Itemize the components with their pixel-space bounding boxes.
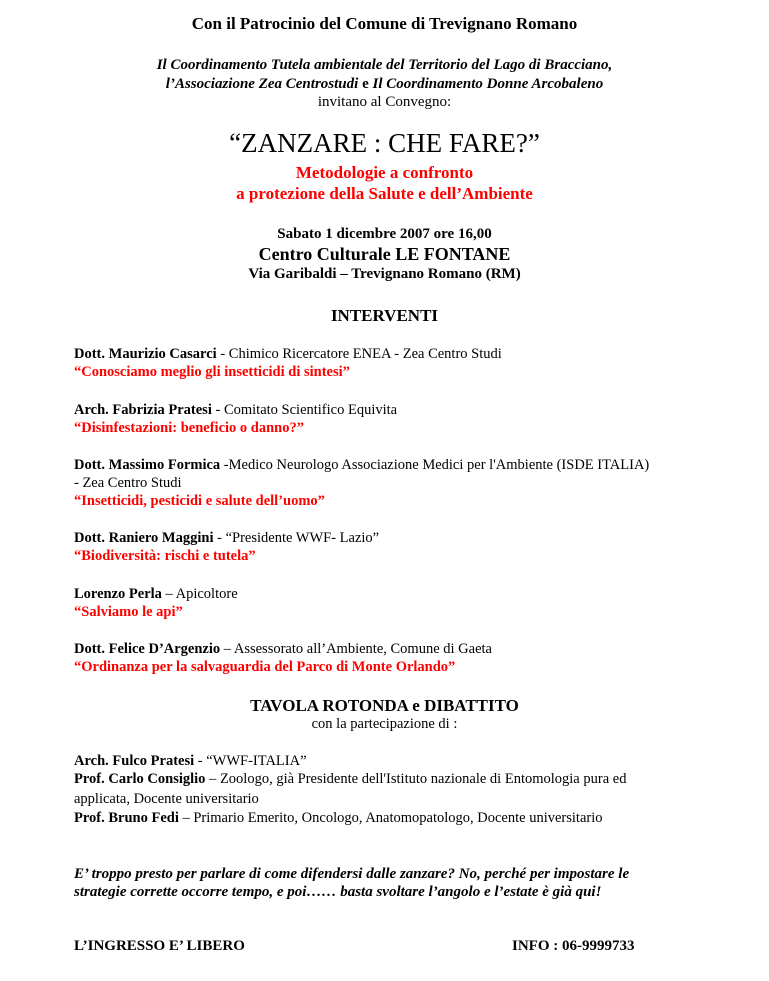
speaker-role: – Assessorato all’Ambiente, Comune di Gaeta xyxy=(220,641,492,657)
speaker-name: Lorenzo Perla xyxy=(74,586,162,602)
closing-line-1: E’ troppo presto per parlare di come difendersi dalle zanzare? No, perché per impostare le xyxy=(74,866,630,882)
interventi-heading: INTERVENTI xyxy=(330,306,439,325)
closing-line-2: strategie corrette occorre tempo, e poi…… basta svoltare l’angolo e l’estate è già qui! xyxy=(74,884,602,900)
speaker-line xyxy=(74,346,502,363)
event-date: Sabato 1 dicembre 2007 ore 16,00 xyxy=(277,226,492,242)
speaker-line xyxy=(74,457,649,474)
tavola-heading: TAVOLA ROTONDA e DIBATTITO xyxy=(250,696,519,715)
speaker-role: -Medico Neurologo Associazione Medici per l'Ambiente (ISDE ITALIA) xyxy=(220,457,650,473)
speaker-line xyxy=(74,402,397,419)
speaker-name: Dott. Maurizio Casarci xyxy=(74,346,217,362)
speaker-role: - Comitato Scientifico Equivita xyxy=(211,402,398,418)
organizers-line-1: Il Coordinamento Tutela ambientale del Territorio del Lago di Bracciano, xyxy=(156,57,613,73)
organizers-line-2 xyxy=(0,76,769,93)
speaker-talk: “Insetticidi, pesticidi e salute dell’uomo” xyxy=(74,493,325,509)
patronage-line: Con il Patrocinio del Comune di Trevignano Romano xyxy=(191,14,578,33)
info-phone: INFO : 06-9999733 xyxy=(512,938,635,954)
participant-name: Prof. Carlo Consiglio xyxy=(74,771,206,787)
speaker-talk: “Conosciamo meglio gli insetticidi di sintesi” xyxy=(74,364,350,380)
participant-role: – Zoologo, già Presidente dell'Istituto nazionale di Entomologia pura ed xyxy=(205,771,627,787)
speaker-role-continued: - Zea Centro Studi xyxy=(74,475,182,491)
participant-line xyxy=(74,771,626,788)
tavola-subheading: con la partecipazione di : xyxy=(311,716,458,732)
speaker-role: - “Presidente WWF- Lazio” xyxy=(213,530,380,546)
speaker-talk: “Salviamo le api” xyxy=(74,604,183,620)
speaker-talk: “Biodiversità: rischi e tutela” xyxy=(74,548,256,564)
event-subtitle-1: Metodologie a confronto xyxy=(295,163,474,182)
event-address: Via Garibaldi – Trevignano Romano (RM) xyxy=(248,266,521,282)
speaker-name: Dott. Felice D’Argenzio xyxy=(74,641,221,657)
speaker-talk: “Disinfestazioni: beneficio o danno?” xyxy=(74,420,304,436)
organizer-zea: l’Associazione Zea Centrostudi xyxy=(165,76,359,92)
organizer-donne: Il Coordinamento Donne Arcobaleno xyxy=(372,76,604,92)
speaker-line xyxy=(74,530,379,547)
speaker-line xyxy=(74,586,238,603)
event-subtitle-2: a protezione della Salute e dell’Ambiente xyxy=(236,184,533,203)
participant-role-continued: applicata, Docente universitario xyxy=(74,791,259,807)
participant-name: Prof. Bruno Fedi xyxy=(74,810,179,826)
participant-role: – Primario Emerito, Oncologo, Anatomopatologo, Docente universitario xyxy=(178,810,603,826)
speaker-line xyxy=(74,641,492,658)
free-entry-notice: L’INGRESSO E’ LIBERO xyxy=(74,938,245,954)
speaker-role: – Apicoltore xyxy=(161,586,238,602)
participant-name: Arch. Fulco Pratesi xyxy=(74,753,195,769)
participant-role: - “WWF-ITALIA” xyxy=(194,753,307,769)
event-venue: Centro Culturale LE FONTANE xyxy=(258,244,511,264)
participant-line xyxy=(74,810,603,827)
speaker-talk: “Ordinanza per la salvaguardia del Parco di Monte Orlando” xyxy=(74,659,456,675)
speaker-role: - Chimico Ricercatore ENEA - Zea Centro Studi xyxy=(216,346,502,362)
speaker-name: Dott. Massimo Formica xyxy=(74,457,221,473)
event-title: “ZANZARE : CHE FARE?” xyxy=(229,128,540,158)
organizer-conjunction: e xyxy=(358,76,373,92)
participant-line xyxy=(74,753,307,770)
speaker-name: Dott. Raniero Maggini xyxy=(74,530,214,546)
invite-line: invitano al Convegno: xyxy=(317,94,452,110)
speaker-name: Arch. Fabrizia Pratesi xyxy=(74,402,212,418)
